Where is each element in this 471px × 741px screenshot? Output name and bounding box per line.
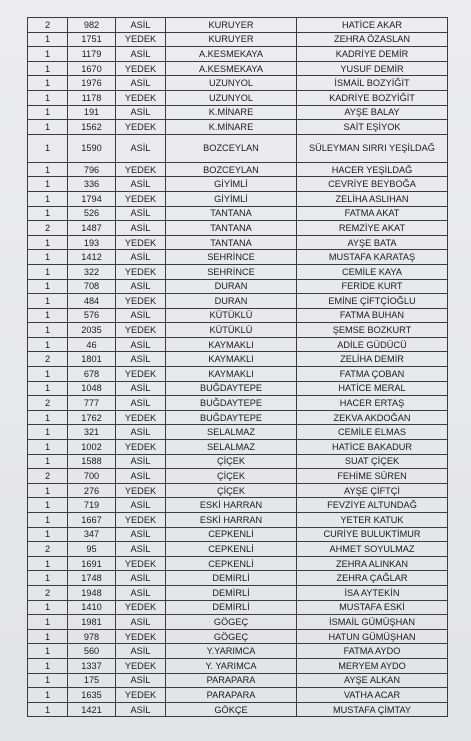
cell-count: 2 bbox=[28, 469, 68, 484]
cell-village: BUĞDAYTEPE bbox=[166, 410, 297, 425]
cell-number: 978 bbox=[68, 629, 116, 644]
cell-village: GİYİMLİ bbox=[166, 191, 297, 206]
cell-status: ASİL bbox=[116, 396, 166, 411]
table-row bbox=[28, 527, 448, 542]
cell-number: 1590 bbox=[68, 134, 116, 162]
cell-status: ASİL bbox=[116, 134, 166, 162]
cell-person-name: İSMAİL GÜMÜŞHAN bbox=[297, 615, 448, 630]
cell-village: KÜTÜKLÜ bbox=[166, 308, 297, 323]
cell-status: YEDEK bbox=[116, 90, 166, 105]
cell-status: YEDEK bbox=[116, 235, 166, 250]
table-row bbox=[28, 702, 448, 717]
cell-status: ASİL bbox=[116, 308, 166, 323]
cell-number: 1748 bbox=[68, 571, 116, 586]
cell-number: 1337 bbox=[68, 658, 116, 673]
cell-number: 321 bbox=[68, 425, 116, 440]
cell-person-name: AHMET SOYULMAZ bbox=[297, 542, 448, 557]
cell-count: 1 bbox=[28, 600, 68, 615]
cell-village: UZUNYOL bbox=[166, 76, 297, 91]
cell-village: DEMİRLİ bbox=[166, 585, 297, 600]
cell-count: 1 bbox=[28, 162, 68, 177]
cell-count: 1 bbox=[28, 134, 68, 162]
cell-village: UZUNYOL bbox=[166, 90, 297, 105]
table-row bbox=[28, 61, 448, 76]
cell-person-name: İSMAİL BOZYİĞİT bbox=[297, 76, 448, 91]
cell-village: BUĞDAYTEPE bbox=[166, 396, 297, 411]
table-row bbox=[28, 410, 448, 425]
cell-person-name: KADRİYE DEMİR bbox=[297, 47, 448, 62]
cell-status: ASİL bbox=[116, 644, 166, 659]
cell-status: ASİL bbox=[116, 250, 166, 265]
cell-number: 322 bbox=[68, 264, 116, 279]
cell-count: 1 bbox=[28, 381, 68, 396]
cell-status: YEDEK bbox=[116, 61, 166, 76]
cell-status: YEDEK bbox=[116, 513, 166, 528]
cell-village: KURUYER bbox=[166, 32, 297, 47]
table-row bbox=[28, 191, 448, 206]
cell-village: K.MİNARE bbox=[166, 120, 297, 135]
table-row bbox=[28, 600, 448, 615]
cell-count: 1 bbox=[28, 702, 68, 717]
cell-person-name: ZELİHA DEMİR bbox=[297, 352, 448, 367]
cell-status: YEDEK bbox=[116, 294, 166, 309]
cell-number: 700 bbox=[68, 469, 116, 484]
cell-village: PARAPARA bbox=[166, 688, 297, 703]
cell-village: GİYİMLİ bbox=[166, 177, 297, 192]
table-row bbox=[28, 396, 448, 411]
cell-number: 1976 bbox=[68, 76, 116, 91]
cell-number: 193 bbox=[68, 235, 116, 250]
table-row bbox=[28, 279, 448, 294]
cell-status: ASİL bbox=[116, 454, 166, 469]
cell-number: 175 bbox=[68, 673, 116, 688]
cell-status: ASİL bbox=[116, 673, 166, 688]
cell-person-name: YUSUF DEMİR bbox=[297, 61, 448, 76]
cell-village: TANTANA bbox=[166, 235, 297, 250]
cell-number: 1794 bbox=[68, 191, 116, 206]
cell-village: BOZCEYLAN bbox=[166, 134, 297, 162]
cell-person-name: REMZİYE AKAT bbox=[297, 221, 448, 236]
cell-count: 1 bbox=[28, 483, 68, 498]
cell-count: 1 bbox=[28, 191, 68, 206]
cell-status: ASİL bbox=[116, 498, 166, 513]
cell-status: ASİL bbox=[116, 527, 166, 542]
cell-count: 1 bbox=[28, 47, 68, 62]
cell-person-name: HATİCE AKAR bbox=[297, 18, 448, 33]
cell-status: ASİL bbox=[116, 337, 166, 352]
cell-status: ASİL bbox=[116, 221, 166, 236]
cell-count: 2 bbox=[28, 542, 68, 557]
cell-person-name: FERİDE KURT bbox=[297, 279, 448, 294]
cell-person-name: MUSTAFA KARATAŞ bbox=[297, 250, 448, 265]
cell-person-name: HATİCE MERAL bbox=[297, 381, 448, 396]
cell-person-name: FEHİME SÜREN bbox=[297, 469, 448, 484]
table-row bbox=[28, 571, 448, 586]
cell-status: YEDEK bbox=[116, 162, 166, 177]
cell-count: 1 bbox=[28, 410, 68, 425]
cell-person-name: MUSTAFA ESKİ bbox=[297, 600, 448, 615]
cell-number: 1948 bbox=[68, 585, 116, 600]
cell-count: 1 bbox=[28, 308, 68, 323]
cell-person-name: HACER ERTAŞ bbox=[297, 396, 448, 411]
cell-count: 1 bbox=[28, 294, 68, 309]
cell-number: 796 bbox=[68, 162, 116, 177]
cell-person-name: SUAT ÇİÇEK bbox=[297, 454, 448, 469]
table-row bbox=[28, 454, 448, 469]
cell-person-name: HACER YEŞİLDAĞ bbox=[297, 162, 448, 177]
cell-number: 276 bbox=[68, 483, 116, 498]
table-row bbox=[28, 250, 448, 265]
cell-count: 1 bbox=[28, 658, 68, 673]
table-row bbox=[28, 513, 448, 528]
cell-village: KÜTÜKLÜ bbox=[166, 323, 297, 338]
table-row bbox=[28, 162, 448, 177]
cell-number: 1421 bbox=[68, 702, 116, 717]
cell-status: ASİL bbox=[116, 542, 166, 557]
table-row bbox=[28, 381, 448, 396]
table-row bbox=[28, 673, 448, 688]
cell-person-name: ZEHRA ÇAĞLAR bbox=[297, 571, 448, 586]
table-row bbox=[28, 644, 448, 659]
table-row bbox=[28, 105, 448, 120]
table-row bbox=[28, 542, 448, 557]
cell-count: 1 bbox=[28, 279, 68, 294]
cell-count: 1 bbox=[28, 644, 68, 659]
cell-person-name: KADRİYE BOZYİĞİT bbox=[297, 90, 448, 105]
cell-number: 777 bbox=[68, 396, 116, 411]
cell-count: 1 bbox=[28, 120, 68, 135]
cell-village: SEHRİNCE bbox=[166, 250, 297, 265]
cell-count: 1 bbox=[28, 323, 68, 338]
cell-village: TANTANA bbox=[166, 221, 297, 236]
cell-village: Y.YARIMCA bbox=[166, 644, 297, 659]
cell-count: 1 bbox=[28, 32, 68, 47]
cell-person-name: CEMİLE ELMAS bbox=[297, 425, 448, 440]
table-row bbox=[28, 688, 448, 703]
cell-number: 1762 bbox=[68, 410, 116, 425]
cell-village: GÖKÇE bbox=[166, 702, 297, 717]
table-row bbox=[28, 556, 448, 571]
table-row bbox=[28, 206, 448, 221]
table-row bbox=[28, 352, 448, 367]
table-row bbox=[28, 90, 448, 105]
cell-number: 982 bbox=[68, 18, 116, 33]
cell-village: KAYMAKLI bbox=[166, 337, 297, 352]
cell-status: ASİL bbox=[116, 585, 166, 600]
cell-count: 2 bbox=[28, 18, 68, 33]
cell-status: YEDEK bbox=[116, 32, 166, 47]
table-row bbox=[28, 308, 448, 323]
cell-person-name: ZEKVA AKDOĞAN bbox=[297, 410, 448, 425]
cell-number: 1691 bbox=[68, 556, 116, 571]
cell-status: ASİL bbox=[116, 615, 166, 630]
cell-number: 1588 bbox=[68, 454, 116, 469]
cell-person-name: FATMA ÇOBAN bbox=[297, 367, 448, 382]
cell-number: 2035 bbox=[68, 323, 116, 338]
cell-person-name: VATHA ACAR bbox=[297, 688, 448, 703]
cell-count: 2 bbox=[28, 352, 68, 367]
cell-status: ASİL bbox=[116, 425, 166, 440]
cell-count: 1 bbox=[28, 61, 68, 76]
cell-village: ESKİ HARRAN bbox=[166, 513, 297, 528]
table-row bbox=[28, 221, 448, 236]
cell-number: 1981 bbox=[68, 615, 116, 630]
cell-number: 678 bbox=[68, 367, 116, 382]
cell-status: ASİL bbox=[116, 571, 166, 586]
cell-person-name: ADİLE GÜDÜCÜ bbox=[297, 337, 448, 352]
cell-count: 1 bbox=[28, 615, 68, 630]
cell-number: 347 bbox=[68, 527, 116, 542]
cell-village: DURAN bbox=[166, 294, 297, 309]
table-row bbox=[28, 235, 448, 250]
cell-person-name: HATİCE BAKADUR bbox=[297, 440, 448, 455]
cell-village: ÇİÇEK bbox=[166, 483, 297, 498]
table-row bbox=[28, 469, 448, 484]
cell-number: 46 bbox=[68, 337, 116, 352]
cell-number: 1667 bbox=[68, 513, 116, 528]
cell-village: A.KESMEKAYA bbox=[166, 47, 297, 62]
cell-person-name: ZEHRA ALINKAN bbox=[297, 556, 448, 571]
cell-number: 1670 bbox=[68, 61, 116, 76]
cell-count: 1 bbox=[28, 571, 68, 586]
cell-village: BOZCEYLAN bbox=[166, 162, 297, 177]
cell-village: ÇİÇEK bbox=[166, 454, 297, 469]
cell-person-name: FEVZİYE ALTUNDAĞ bbox=[297, 498, 448, 513]
cell-status: ASİL bbox=[116, 177, 166, 192]
cell-number: 1179 bbox=[68, 47, 116, 62]
table-row bbox=[28, 47, 448, 62]
cell-person-name: EMİNE ÇİFTÇİOĞLU bbox=[297, 294, 448, 309]
cell-village: KAYMAKLI bbox=[166, 352, 297, 367]
cell-village: DEMİRLİ bbox=[166, 600, 297, 615]
cell-village: CEPKENLİ bbox=[166, 542, 297, 557]
cell-village: CEPKENLİ bbox=[166, 556, 297, 571]
cell-village: CEPKENLİ bbox=[166, 527, 297, 542]
cell-number: 484 bbox=[68, 294, 116, 309]
cell-status: YEDEK bbox=[116, 264, 166, 279]
cell-count: 1 bbox=[28, 250, 68, 265]
table-row bbox=[28, 76, 448, 91]
cell-status: YEDEK bbox=[116, 323, 166, 338]
cell-person-name: İSA AYTEKİN bbox=[297, 585, 448, 600]
cell-number: 1002 bbox=[68, 440, 116, 455]
cell-count: 1 bbox=[28, 206, 68, 221]
table-row bbox=[28, 615, 448, 630]
cell-status: YEDEK bbox=[116, 556, 166, 571]
table-row bbox=[28, 498, 448, 513]
cell-village: BUĞDAYTEPE bbox=[166, 381, 297, 396]
cell-person-name: MUSTAFA ÇİMTAY bbox=[297, 702, 448, 717]
table-row bbox=[28, 629, 448, 644]
cell-count: 1 bbox=[28, 235, 68, 250]
cell-number: 191 bbox=[68, 105, 116, 120]
cell-village: KAYMAKLI bbox=[166, 367, 297, 382]
cell-status: ASİL bbox=[116, 381, 166, 396]
cell-person-name: ŞEMSE BOZKURT bbox=[297, 323, 448, 338]
cell-count: 1 bbox=[28, 629, 68, 644]
cell-status: YEDEK bbox=[116, 191, 166, 206]
cell-status: ASİL bbox=[116, 105, 166, 120]
cell-count: 1 bbox=[28, 688, 68, 703]
cell-person-name: SAİT EŞİYOK bbox=[297, 120, 448, 135]
cell-village: KURUYER bbox=[166, 18, 297, 33]
cell-number: 719 bbox=[68, 498, 116, 513]
cell-number: 1801 bbox=[68, 352, 116, 367]
cell-village: GÖGEÇ bbox=[166, 629, 297, 644]
cell-status: YEDEK bbox=[116, 440, 166, 455]
cell-number: 1635 bbox=[68, 688, 116, 703]
cell-village: A.KESMEKAYA bbox=[166, 61, 297, 76]
table-row bbox=[28, 134, 448, 162]
cell-person-name: FATMA BUHAN bbox=[297, 308, 448, 323]
table-row bbox=[28, 337, 448, 352]
cell-status: YEDEK bbox=[116, 600, 166, 615]
table-row bbox=[28, 120, 448, 135]
cell-status: ASİL bbox=[116, 206, 166, 221]
table-row bbox=[28, 425, 448, 440]
cell-count: 1 bbox=[28, 454, 68, 469]
cell-number: 560 bbox=[68, 644, 116, 659]
cell-person-name: HATUN GÜMÜŞHAN bbox=[297, 629, 448, 644]
cell-status: ASİL bbox=[116, 76, 166, 91]
cell-status: YEDEK bbox=[116, 658, 166, 673]
cell-number: 1178 bbox=[68, 90, 116, 105]
table-row bbox=[28, 323, 448, 338]
cell-status: YEDEK bbox=[116, 367, 166, 382]
cell-village: TANTANA bbox=[166, 206, 297, 221]
table-row bbox=[28, 367, 448, 382]
cell-count: 1 bbox=[28, 105, 68, 120]
cell-count: 1 bbox=[28, 440, 68, 455]
cell-count: 1 bbox=[28, 498, 68, 513]
cell-status: YEDEK bbox=[116, 688, 166, 703]
cell-person-name: CEMİLE KAYA bbox=[297, 264, 448, 279]
cell-village: GÖGEÇ bbox=[166, 615, 297, 630]
cell-number: 1487 bbox=[68, 221, 116, 236]
cell-village: PARAPARA bbox=[166, 673, 297, 688]
cell-count: 1 bbox=[28, 673, 68, 688]
cell-person-name: AYŞE BALAY bbox=[297, 105, 448, 120]
cell-person-name: ZEHRA ÖZASLAN bbox=[297, 32, 448, 47]
cell-count: 1 bbox=[28, 90, 68, 105]
cell-village: SEHRİNCE bbox=[166, 264, 297, 279]
cell-number: 576 bbox=[68, 308, 116, 323]
table-row bbox=[28, 658, 448, 673]
cell-village: ESKİ HARRAN bbox=[166, 498, 297, 513]
cell-village: Y. YARIMCA bbox=[166, 658, 297, 673]
cell-status: ASİL bbox=[116, 47, 166, 62]
cell-count: 1 bbox=[28, 367, 68, 382]
cell-count: 1 bbox=[28, 556, 68, 571]
cell-count: 1 bbox=[28, 264, 68, 279]
table-row bbox=[28, 18, 448, 33]
cell-village: DEMİRLİ bbox=[166, 571, 297, 586]
cell-number: 1562 bbox=[68, 120, 116, 135]
cell-number: 1048 bbox=[68, 381, 116, 396]
cell-number: 526 bbox=[68, 206, 116, 221]
cell-person-name: CURİYE BULUKTİMUR bbox=[297, 527, 448, 542]
cell-number: 95 bbox=[68, 542, 116, 557]
cell-village: ÇİÇEK bbox=[166, 469, 297, 484]
table-row bbox=[28, 483, 448, 498]
cell-village: DURAN bbox=[166, 279, 297, 294]
cell-status: ASİL bbox=[116, 352, 166, 367]
cell-status: ASİL bbox=[116, 279, 166, 294]
cell-status: ASİL bbox=[116, 702, 166, 717]
cell-number: 336 bbox=[68, 177, 116, 192]
roster-body bbox=[28, 18, 448, 717]
cell-count: 1 bbox=[28, 527, 68, 542]
table-row bbox=[28, 294, 448, 309]
cell-person-name: FATMA AKAT bbox=[297, 206, 448, 221]
cell-person-name: YETER KATUK bbox=[297, 513, 448, 528]
cell-number: 1412 bbox=[68, 250, 116, 265]
cell-status: YEDEK bbox=[116, 483, 166, 498]
cell-count: 1 bbox=[28, 76, 68, 91]
cell-status: YEDEK bbox=[116, 629, 166, 644]
cell-number: 1751 bbox=[68, 32, 116, 47]
cell-number: 1410 bbox=[68, 600, 116, 615]
cell-person-name: MERYEM AYDO bbox=[297, 658, 448, 673]
cell-village: SELALMAZ bbox=[166, 440, 297, 455]
cell-count: 2 bbox=[28, 221, 68, 236]
cell-person-name: ZELİHA ASLIHAN bbox=[297, 191, 448, 206]
cell-count: 2 bbox=[28, 585, 68, 600]
cell-status: YEDEK bbox=[116, 120, 166, 135]
cell-count: 1 bbox=[28, 425, 68, 440]
cell-count: 2 bbox=[28, 396, 68, 411]
cell-village: K.MİNARE bbox=[166, 105, 297, 120]
cell-status: ASİL bbox=[116, 469, 166, 484]
roster-table bbox=[27, 17, 448, 717]
cell-person-name: FATMA AYDO bbox=[297, 644, 448, 659]
table-row bbox=[28, 440, 448, 455]
cell-village: SELALMAZ bbox=[166, 425, 297, 440]
cell-person-name: AYŞE ALKAN bbox=[297, 673, 448, 688]
cell-person-name: CEVRİYE BEYBOĞA bbox=[297, 177, 448, 192]
table-row bbox=[28, 264, 448, 279]
cell-count: 1 bbox=[28, 337, 68, 352]
cell-count: 1 bbox=[28, 177, 68, 192]
cell-number: 708 bbox=[68, 279, 116, 294]
cell-count: 1 bbox=[28, 513, 68, 528]
table-row bbox=[28, 177, 448, 192]
table-row bbox=[28, 585, 448, 600]
cell-person-name: AYŞE ÇİFTÇİ bbox=[297, 483, 448, 498]
cell-person-name: AYŞE BATA bbox=[297, 235, 448, 250]
table-row bbox=[28, 32, 448, 47]
cell-status: YEDEK bbox=[116, 410, 166, 425]
cell-person-name: SÜLEYMAN SIRRI YEŞİLDAĞ bbox=[297, 134, 448, 162]
cell-status: ASİL bbox=[116, 18, 166, 33]
